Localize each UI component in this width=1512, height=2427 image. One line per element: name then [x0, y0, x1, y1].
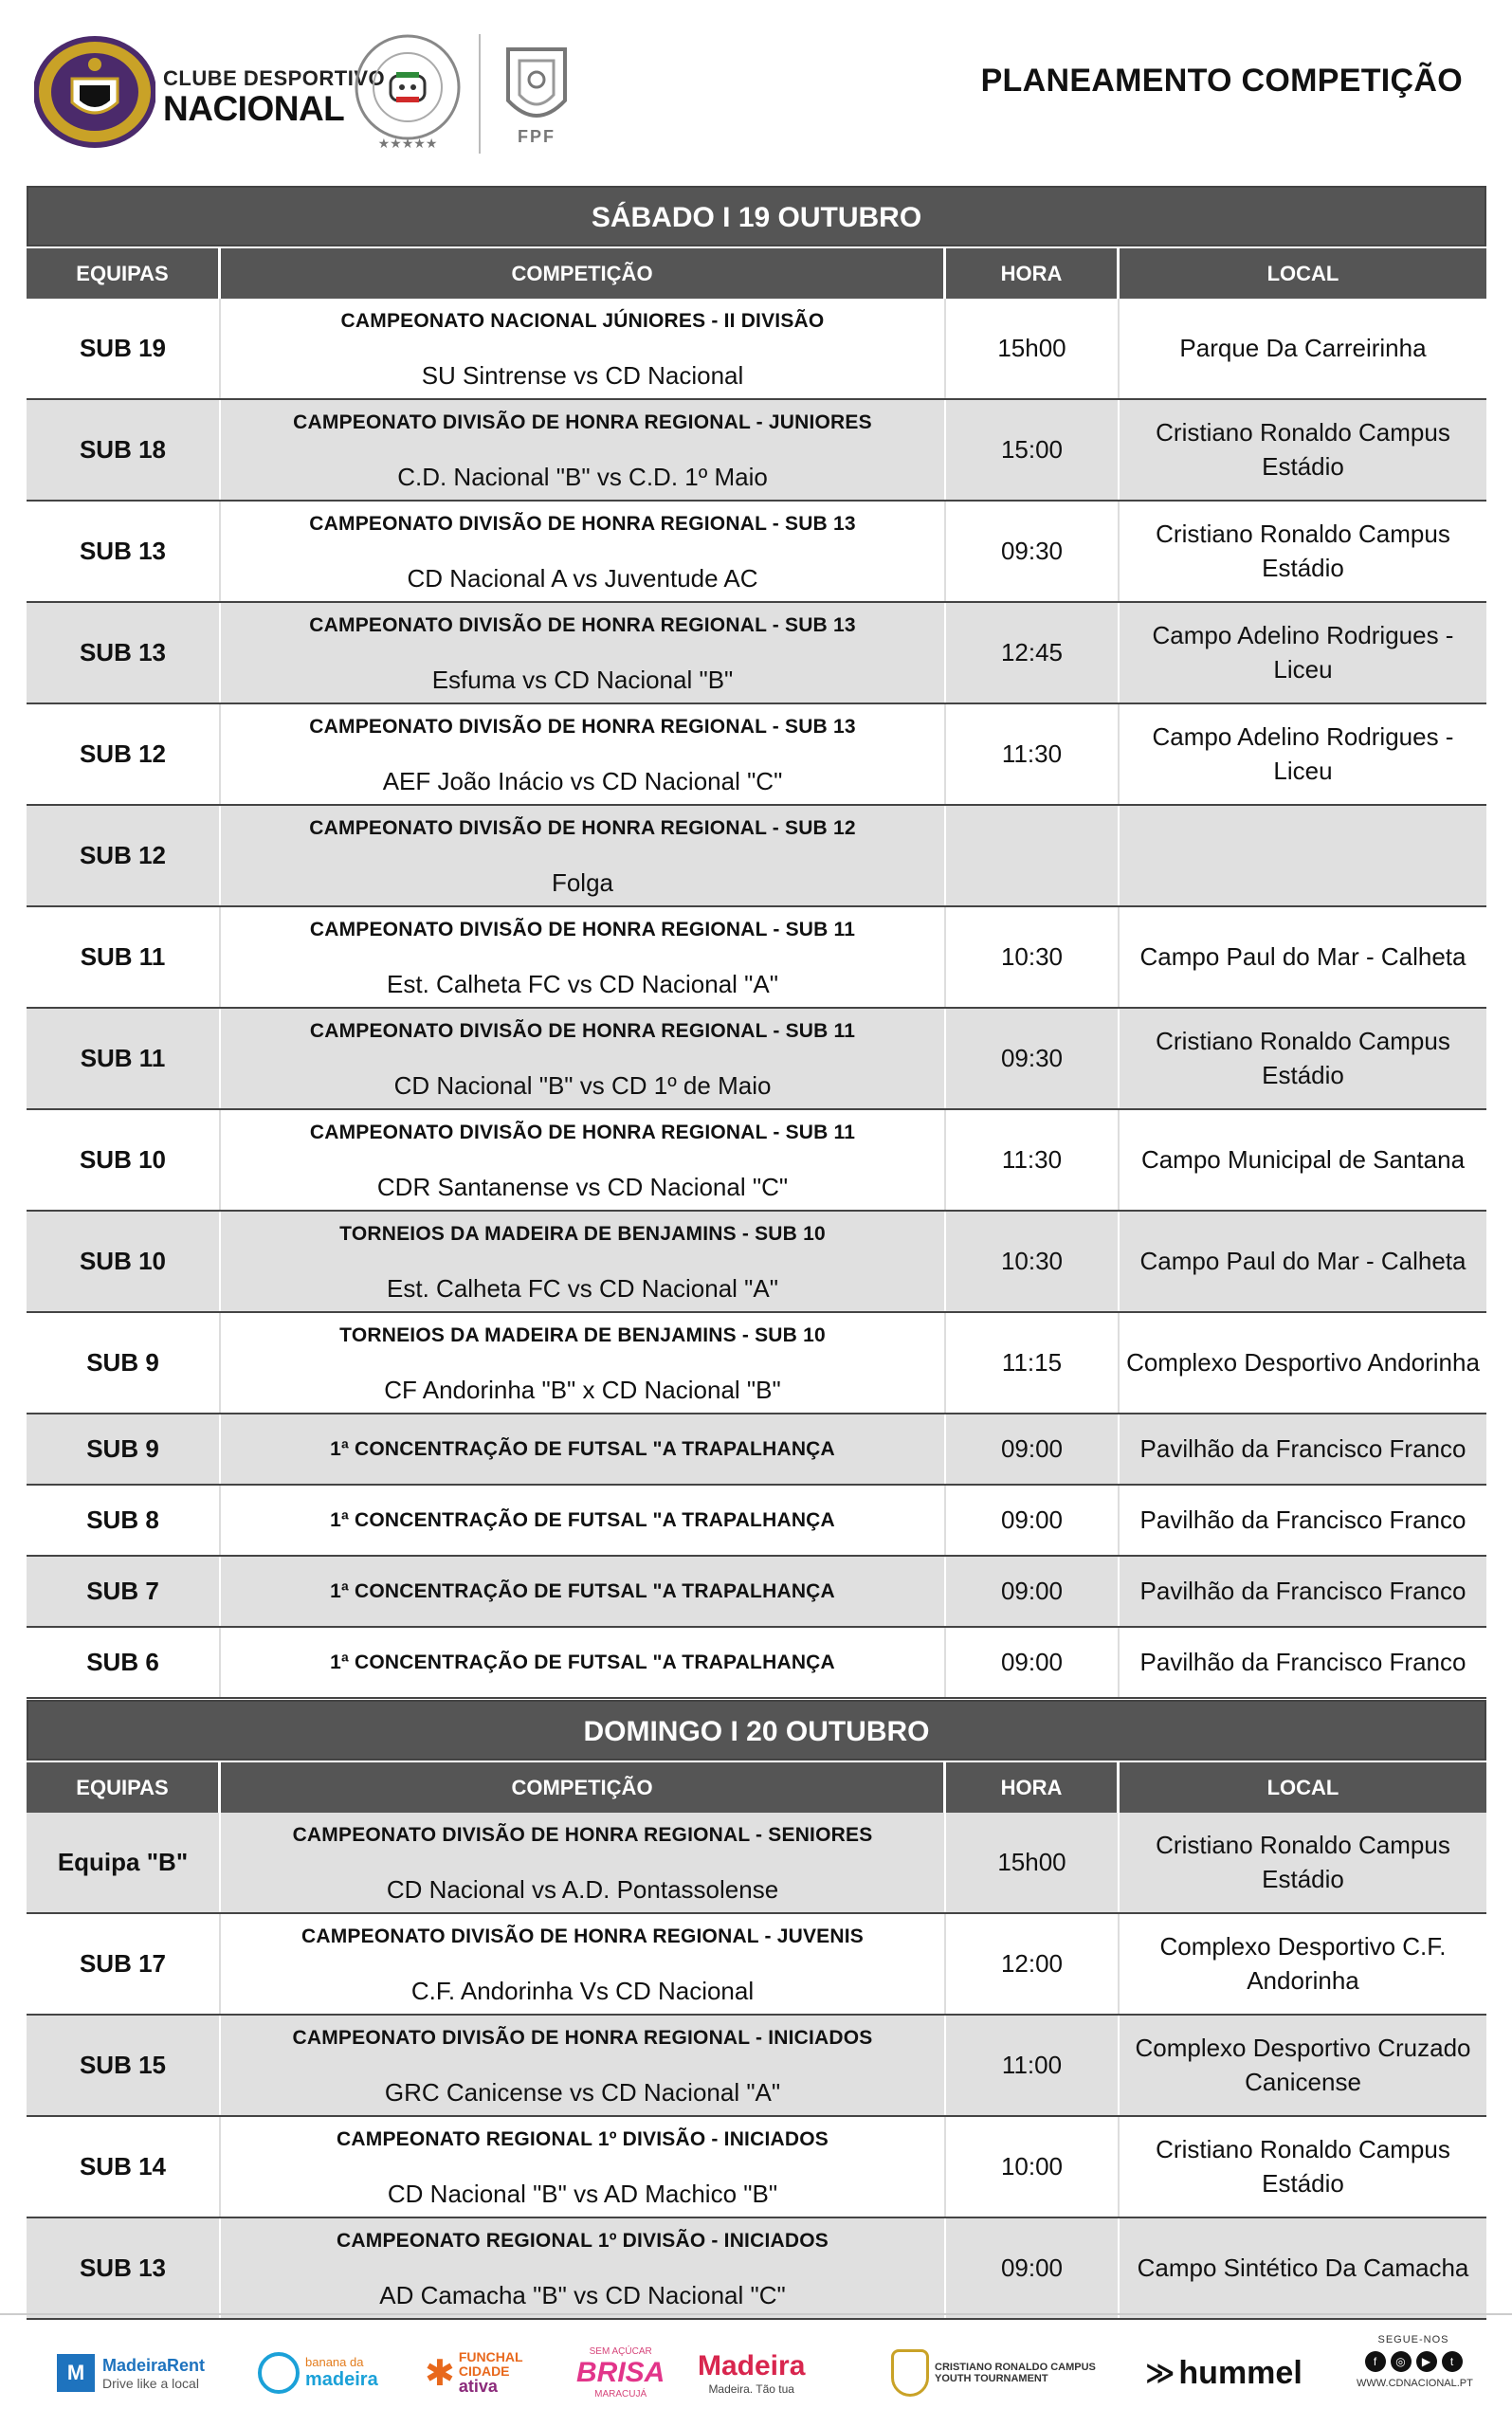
competition-name: CAMPEONATO DIVISÃO DE HONRA REGIONAL - SUB 11	[309, 919, 856, 940]
certified-training-entity-seal-icon	[349, 30, 467, 154]
competition-name: CAMPEONATO DIVISÃO DE HONRA REGIONAL - SUB 11	[309, 1122, 856, 1143]
table-row	[27, 907, 1486, 1009]
table-row	[27, 2117, 1486, 2218]
team-cell: SUB 17	[27, 1914, 221, 2014]
social-block	[1357, 2334, 1473, 2389]
sponsor-banana-madeira	[258, 2340, 378, 2406]
social-icons	[1357, 2351, 1470, 2372]
time-cell: 15h00	[946, 1813, 1120, 1912]
location-cell: Pavilhão da Francisco Franco	[1139, 1576, 1466, 1605]
competition-cell	[221, 603, 946, 703]
table-row	[27, 1914, 1486, 2016]
table-row	[27, 1486, 1486, 1557]
funchal-line2: CIDADE	[458, 2363, 510, 2379]
page-header	[0, 0, 1512, 175]
brisa-name: BRISA	[576, 2357, 665, 2388]
team-cell: SUB 15	[27, 2016, 221, 2115]
competition-cell	[221, 299, 946, 398]
competition-cell	[221, 1914, 946, 2014]
table-row	[27, 1414, 1486, 1486]
time-cell: 15:00	[946, 400, 1120, 500]
youtube-icon[interactable]: ▶	[1416, 2351, 1437, 2372]
location-cell: Complexo Desportivo Cruzado Canicense	[1135, 2034, 1471, 2096]
location-cell: Complexo Desportivo C.F. Andorinha	[1159, 1932, 1447, 1995]
cr-campus-line1: CRISTIANO RONALDO CAMPUS	[935, 2361, 1096, 2373]
col-header-time: HORA	[946, 248, 1120, 299]
competition-name: CAMPEONATO DIVISÃO DE HONRA REGIONAL - SENIORES	[292, 1824, 873, 1846]
location-cell: Campo Paul do Mar - Calheta	[1139, 1246, 1466, 1275]
location-cell: Cristiano Ronaldo Campus Estádio	[1156, 418, 1450, 481]
competition-name: CAMPEONATO DIVISÃO DE HONRA REGIONAL - INICIADOS	[292, 2027, 873, 2049]
day-banner-sunday: DOMINGO I 20 OUTUBRO	[27, 1700, 1486, 1761]
madeirarent-tagline: Drive like a local	[102, 2375, 199, 2391]
banana-line2: madeira	[305, 2369, 378, 2390]
location-cell: Campo Adelino Rodrigues - Liceu	[1152, 621, 1454, 684]
location-cell: Pavilhão da Francisco Franco	[1139, 1505, 1466, 1534]
sunday-section	[27, 1700, 1486, 2320]
match-name: AEF João Inácio vs CD Nacional "C"	[382, 767, 783, 795]
time-cell: 12:45	[946, 603, 1120, 703]
team-cell: SUB 8	[27, 1486, 221, 1555]
time-cell: 09:00	[946, 1414, 1120, 1484]
competition-cell	[221, 704, 946, 804]
match-name: CD Nacional A vs Juventude AC	[407, 564, 758, 593]
table-row	[27, 502, 1486, 603]
competition-cell	[221, 806, 946, 905]
table-row	[27, 299, 1486, 400]
team-cell: SUB 14	[27, 2117, 221, 2217]
table-row	[27, 1628, 1486, 1699]
competition-cell	[221, 907, 946, 1007]
location-cell: Campo Municipal de Santana	[1140, 1144, 1466, 1174]
col-header-time: HORA	[946, 1762, 1120, 1813]
day-banner-saturday: SÁBADO I 19 OUTUBRO	[27, 186, 1486, 246]
competition-cell	[221, 1628, 946, 1697]
team-cell: SUB 9	[27, 1313, 221, 1413]
table-row	[27, 1110, 1486, 1212]
match-name: CD Nacional "B" vs CD 1º de Maio	[393, 1071, 772, 1100]
competition-name: CAMPEONATO DIVISÃO DE HONRA REGIONAL - SUB 12	[309, 817, 856, 839]
competition-cell	[221, 1813, 946, 1912]
team-cell: SUB 10	[27, 1110, 221, 1210]
location-cell: Cristiano Ronaldo Campus Estádio	[1156, 520, 1450, 582]
competition-name: TORNEIOS DA MADEIRA DE BENJAMINS - SUB 10	[339, 1223, 826, 1245]
time-cell	[946, 806, 1120, 905]
table-row	[27, 806, 1486, 907]
competition-cell	[221, 400, 946, 500]
column-header-row	[27, 1761, 1486, 1813]
location-cell: Pavilhão da Francisco Franco	[1139, 1433, 1466, 1463]
time-cell: 11:15	[946, 1313, 1120, 1413]
table-row	[27, 1813, 1486, 1914]
instagram-icon[interactable]: ◎	[1391, 2351, 1412, 2372]
competition-name: 1ª CONCENTRAÇÃO DE FUTSAL "A TRAPALHANÇA	[330, 1508, 835, 1531]
twitter-icon[interactable]: t	[1442, 2351, 1463, 2372]
location-cell: Complexo Desportivo Andorinha	[1126, 1347, 1480, 1377]
banana-line1: banana da	[305, 2355, 364, 2369]
match-name: Esfuma vs CD Nacional "B"	[431, 666, 734, 694]
location-cell: Campo Adelino Rodrigues - Liceu	[1152, 722, 1454, 785]
competition-name: CAMPEONATO DIVISÃO DE HONRA REGIONAL - SUB 13	[309, 716, 856, 738]
competition-cell	[221, 1486, 946, 1555]
time-cell: 09:00	[946, 2218, 1120, 2318]
location-cell: Cristiano Ronaldo Campus Estádio	[1156, 1027, 1450, 1089]
competition-name: TORNEIOS DA MADEIRA DE BENJAMINS - SUB 10	[339, 1324, 826, 1346]
competition-name: CAMPEONATO DIVISÃO DE HONRA REGIONAL - SUB 11	[309, 1020, 856, 1042]
time-cell: 09:00	[946, 1628, 1120, 1697]
competition-name: 1ª CONCENTRAÇÃO DE FUTSAL "A TRAPALHANÇA	[330, 1651, 835, 1673]
match-name: SU Sintrense vs CD Nacional	[421, 361, 744, 390]
match-name: Est. Calheta FC vs CD Nacional "A"	[387, 970, 778, 998]
team-cell: SUB 10	[27, 1212, 221, 1311]
madeirarent-logo-icon: M	[57, 2354, 95, 2392]
team-cell: SUB 13	[27, 502, 221, 601]
facebook-icon[interactable]: f	[1365, 2351, 1386, 2372]
col-header-team: EQUIPAS	[27, 1762, 221, 1813]
col-header-team: EQUIPAS	[27, 248, 221, 299]
table-row	[27, 603, 1486, 704]
match-name: CD Nacional vs A.D. Pontassolense	[386, 1875, 779, 1904]
madeirarent-name: MadeiraRent	[102, 2355, 206, 2375]
time-cell: 09:30	[946, 502, 1120, 601]
competition-cell	[221, 1313, 946, 1413]
competition-name: 1ª CONCENTRAÇÃO DE FUTSAL "A TRAPALHANÇA	[330, 1437, 835, 1460]
competition-cell	[221, 1110, 946, 1210]
table-row	[27, 400, 1486, 502]
team-cell: SUB 18	[27, 400, 221, 500]
competition-cell	[221, 1414, 946, 1484]
brisa-flavor: MARACUJÁ	[594, 2389, 647, 2400]
funchal-line1: FUNCHAL	[458, 2348, 523, 2364]
team-cell: SUB 13	[27, 603, 221, 703]
time-cell: 09:00	[946, 1557, 1120, 1626]
match-name: C.F. Andorinha Vs CD Nacional	[410, 1977, 755, 2005]
match-name: Folga	[551, 868, 614, 897]
team-cell: SUB 19	[27, 299, 221, 398]
col-header-location: LOCAL	[1266, 1775, 1339, 1799]
svg-text:★★★★★: ★★★★★	[377, 137, 438, 152]
competition-cell	[221, 2218, 946, 2318]
team-cell: SUB 12	[27, 806, 221, 905]
time-cell: 09:30	[946, 1009, 1120, 1108]
fpf-label: FPF	[518, 127, 556, 146]
sponsor-madeira	[698, 2340, 805, 2406]
competition-name: CAMPEONATO REGIONAL 1º DIVISÃO - INICIADOS	[337, 2128, 829, 2150]
competition-name: CAMPEONATO DIVISÃO DE HONRA REGIONAL - SUB 13	[309, 513, 856, 535]
saturday-section	[27, 186, 1486, 1699]
match-name: CF Andorinha "B" x CD Nacional "B"	[384, 1376, 781, 1404]
competition-name: CAMPEONATO DIVISÃO DE HONRA REGIONAL - JUNIORES	[293, 411, 872, 433]
cr-campus-line2: YOUTH TOURNAMENT	[935, 2373, 1048, 2384]
club-name-line2: NACIONAL	[163, 89, 345, 128]
sponsor-cr-campus-tournament	[891, 2340, 1096, 2406]
team-cell: SUB 13	[27, 2218, 221, 2318]
location-cell: Pavilhão da Francisco Franco	[1139, 1647, 1466, 1676]
competition-cell	[221, 2016, 946, 2115]
column-header-row	[27, 246, 1486, 299]
competition-name: CAMPEONATO DIVISÃO DE HONRA REGIONAL - JUVENIS	[301, 1925, 864, 1947]
sponsor-hummel	[1145, 2340, 1303, 2406]
website-link[interactable]: WWW.CDNACIONAL.PT	[1357, 2378, 1473, 2389]
competition-cell	[221, 1212, 946, 1311]
sponsor-funchal-cidade-ativa	[425, 2340, 523, 2406]
banana-logo-icon	[258, 2352, 300, 2394]
table-row	[27, 1313, 1486, 1414]
social-label: SEGUE-NOS	[1377, 2334, 1449, 2345]
madeira-name: Madeira	[698, 2350, 806, 2381]
competition-cell	[221, 502, 946, 601]
time-cell: 10:00	[946, 2117, 1120, 2217]
time-cell: 11:00	[946, 2016, 1120, 2115]
time-cell: 11:30	[946, 1110, 1120, 1210]
table-row	[27, 1557, 1486, 1628]
time-cell: 12:00	[946, 1914, 1120, 2014]
hummel-chevron-icon: ≫	[1145, 2357, 1175, 2389]
col-header-competition: COMPETIÇÃO	[221, 1762, 946, 1813]
team-cell: SUB 12	[27, 704, 221, 804]
table-row	[27, 704, 1486, 806]
col-header-location: LOCAL	[1266, 261, 1339, 285]
team-cell: Equipa "B"	[27, 1813, 221, 1912]
sponsor-madeirarent	[57, 2340, 205, 2406]
location-cell	[1120, 806, 1486, 905]
competition-cell	[221, 1557, 946, 1626]
team-cell: SUB 11	[27, 907, 221, 1007]
competition-name: CAMPEONATO DIVISÃO DE HONRA REGIONAL - SUB 13	[309, 614, 856, 636]
location-cell: Cristiano Ronaldo Campus Estádio	[1156, 1831, 1450, 1893]
table-row	[27, 1009, 1486, 1110]
location-cell: Campo Paul do Mar - Calheta	[1139, 941, 1466, 971]
time-cell: 10:30	[946, 1212, 1120, 1311]
match-name: C.D. Nacional "B" vs C.D. 1º Maio	[397, 463, 768, 491]
match-name: AD Camacha "B" vs CD Nacional "C"	[379, 2281, 786, 2309]
match-name: Est. Calheta FC vs CD Nacional "A"	[387, 1274, 778, 1303]
location-cell: Cristiano Ronaldo Campus Estádio	[1156, 2135, 1450, 2198]
table-row	[27, 2218, 1486, 2320]
competition-cell	[221, 2117, 946, 2217]
sponsor-footer	[0, 2313, 1512, 2427]
page-title: PLANEAMENTO COMPETIÇÃO	[980, 63, 1463, 99]
team-cell: SUB 11	[27, 1009, 221, 1108]
match-name: CD Nacional "B" vs AD Machico "B"	[387, 2180, 778, 2208]
time-cell: 09:00	[946, 1486, 1120, 1555]
header-divider	[479, 34, 481, 154]
cd-nacional-crest-icon	[34, 36, 155, 148]
competition-cell	[221, 1009, 946, 1108]
funchal-line3: ativa	[458, 2377, 498, 2397]
sponsor-brisa	[576, 2340, 665, 2406]
match-name: CDR Santanense vs CD Nacional "C"	[376, 1173, 789, 1201]
table-row	[27, 2016, 1486, 2117]
table-row	[27, 1212, 1486, 1313]
time-cell: 10:30	[946, 907, 1120, 1007]
match-name: GRC Canicense vs CD Nacional "A"	[384, 2078, 781, 2107]
funchal-runner-icon: ✱	[425, 2353, 455, 2394]
team-cell: SUB 7	[27, 1557, 221, 1626]
competition-name: CAMPEONATO REGIONAL 1º DIVISÃO - INICIADOS	[337, 2230, 829, 2252]
location-cell: Parque Da Carreirinha	[1179, 333, 1427, 362]
competition-name: 1ª CONCENTRAÇÃO DE FUTSAL "A TRAPALHANÇA	[330, 1579, 835, 1602]
col-header-competition: COMPETIÇÃO	[221, 248, 946, 299]
team-cell: SUB 6	[27, 1628, 221, 1697]
location-cell: Campo Sintético Da Camacha	[1137, 2253, 1469, 2282]
time-cell: 11:30	[946, 704, 1120, 804]
club-name-line1: CLUBE DESPORTIVO	[163, 66, 386, 90]
cr-campus-crest-icon	[891, 2349, 929, 2397]
madeira-tagline: Madeira. Tão tua	[708, 2382, 794, 2396]
team-cell: SUB 9	[27, 1414, 221, 1484]
hummel-name: hummel	[1178, 2354, 1303, 2391]
time-cell: 15h00	[946, 299, 1120, 398]
competition-name: CAMPEONATO NACIONAL JÚNIORES - II DIVISÃO	[340, 310, 825, 332]
brisa-topline: SEM AÇÚCAR	[589, 2346, 652, 2357]
